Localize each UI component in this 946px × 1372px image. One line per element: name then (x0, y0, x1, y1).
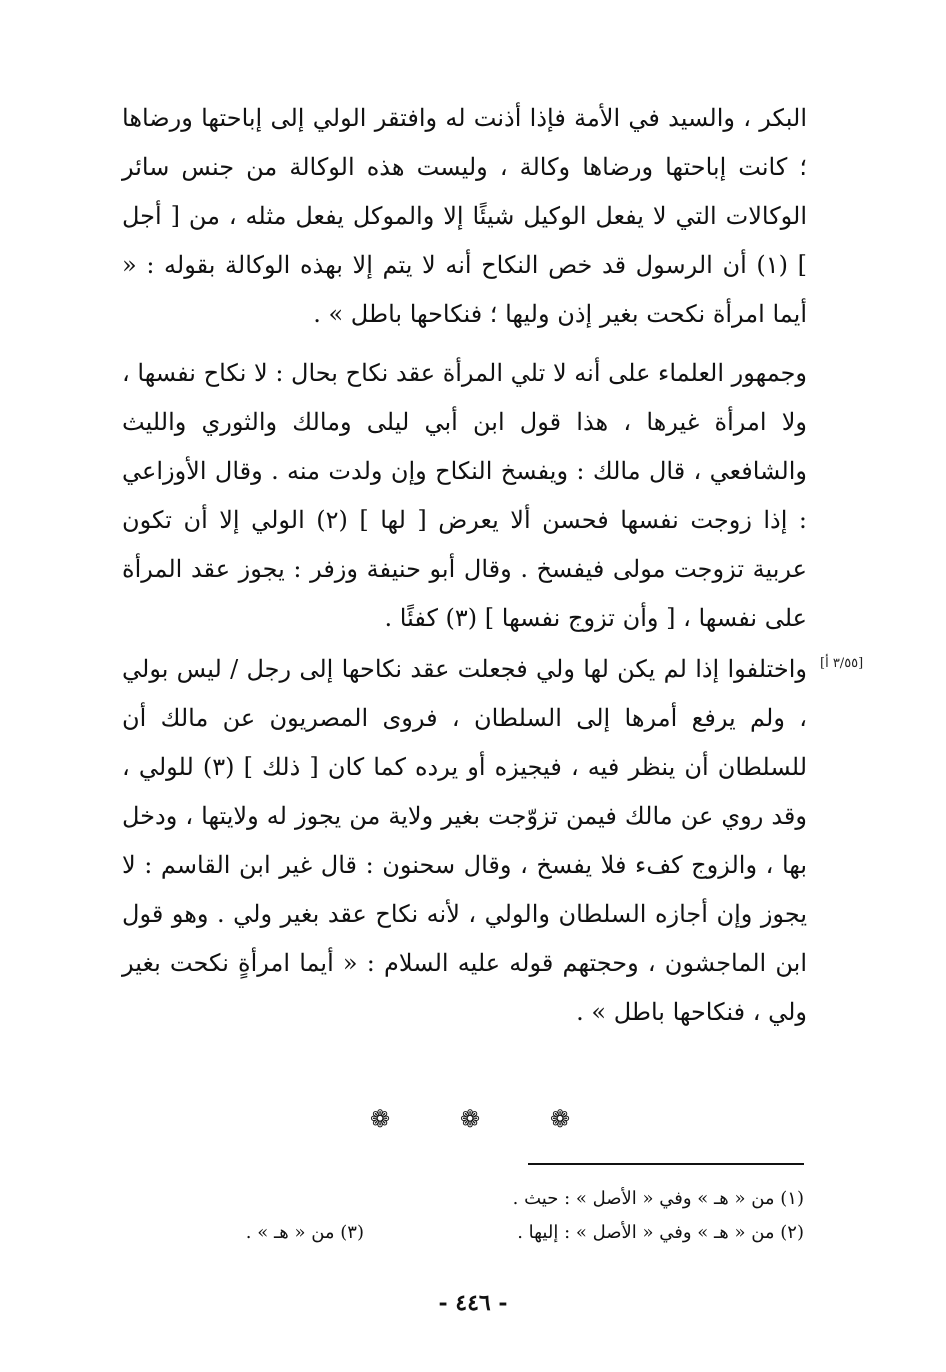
footnote-2: (٢) من « هـ » وفي « الأصل » : إليها . (517, 1222, 804, 1243)
body-paragraph-2 (122, 349, 807, 643)
margin-folio-reference: [٣/٥٥ أ] (820, 656, 864, 671)
paragraph-text: وجمهور العلماء على أنه لا تلي المرأة عقد نكاح بحال : لا نكاح نفسها ، ولا امرأة غيرها ، هذا قول ابن أبي ليلى ومالك والثوري والليث والشافعي ، قال مالك : ويفسخ النكاح وإن ولدت منه . وقال الأوزاعي : إذا زوجت نفسها فحسن ألا يعرض [ لها ] (٢) الولي إلا أن تكون عربية تزوجت مولى فيفسخ . وقال أبو حنيفة وزفر : يجوز عقد المرأة على نفسها ، [ وأن تزوج نفسها ] (٣) كفئًا . (122, 359, 807, 632)
footnote-divider (528, 1163, 804, 1165)
paragraph-text: البكر ، والسيد في الأمة فإذا أذنت له وافتقر الولي إلى إباحتها ورضاها ؛ كانت إباحتها ورضاها وكالة ، وليست هذه الوكالة من جنس سائر الوكالات التي لا يفعل الوكيل شيئًا إلا والموكل يفعل مثله ، من [ أجل ] (١) أن الرسول قد خص النكاح أنه لا يتم إلا بهذه الوكالة بقوله : « أيما امرأة نكحت بغير إذن وليها ؛ فنكاحها باطل » . (122, 104, 808, 328)
paragraph-text: واختلفوا إذا لم يكن لها ولي فجعلت عقد نكاحها إلى رجل / ليس بولي ، ولم يرفع أمرها إلى السلطان ، فروى المصريون عن مالك أن للسلطان أن ينظر فيه ، فيجيزه أو يرده كما كان [ ذلك ] (٣) للولي ، وقد روي عن مالك فيمن تزوّجت بغير ولاية من يجوز له ولايتها ، ودخل بها ، والزوج كفء فلا يفسخ ، وقال سحنون : قال غير ابن القاسم : لا يجوز وإن أجازه السلطان والولي ، لأنه نكاح عقد بغير ولي . وهو قول ابن الماجشون ، وحجتهم قوله عليه السلام : « أيما امرأةٍ نكحت بغير ولي ، فنكاحها باطل » . (122, 655, 808, 1026)
ornament-icon: ❁ (369, 1105, 391, 1133)
ornament-icon: ❁ (459, 1105, 481, 1133)
footnote-3: (٣) من « هـ » . (245, 1222, 364, 1243)
footnote-1: (١) من « هـ » وفي « الأصل » : حيث . (512, 1188, 804, 1209)
page-number: - ٤٤٦ - (438, 1290, 508, 1316)
ornament-icon: ❁ (549, 1105, 571, 1133)
body-paragraph-3 (122, 645, 807, 1037)
section-separator (360, 1105, 580, 1133)
body-paragraph-1 (122, 94, 807, 339)
